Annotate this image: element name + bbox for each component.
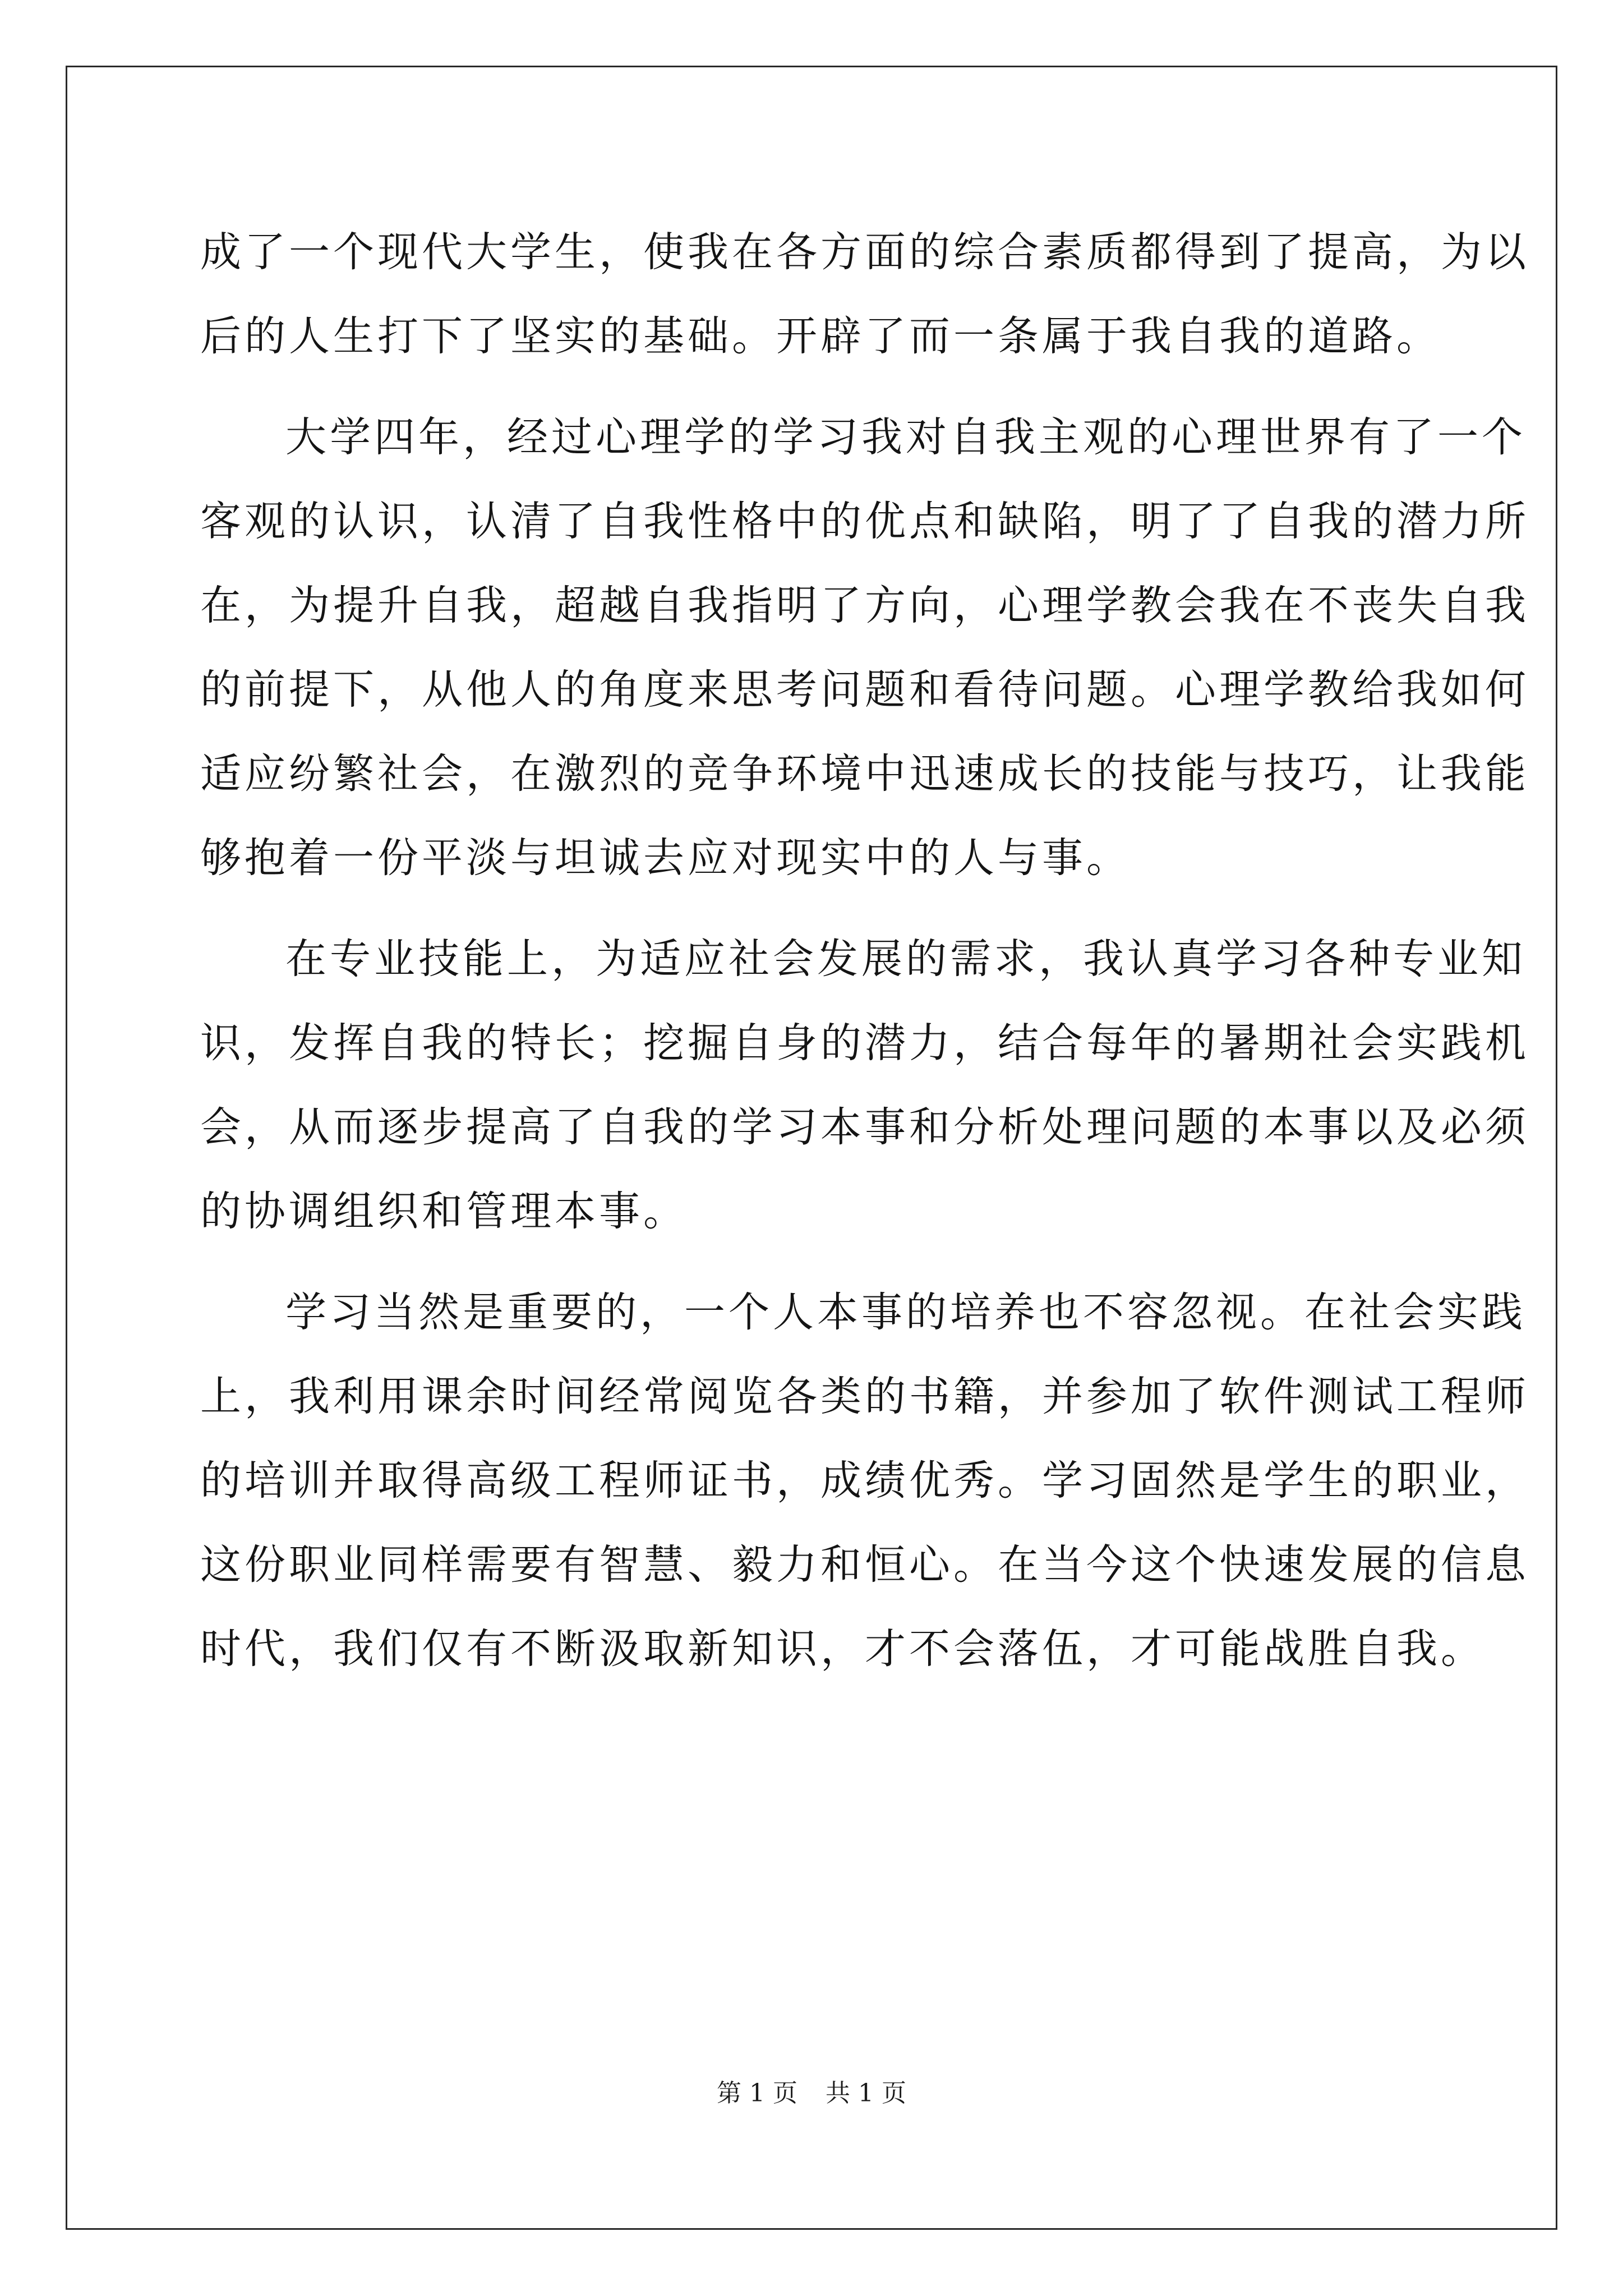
page-footer <box>0 2077 1623 2110</box>
page-number-total: 共 1 页 <box>826 2079 906 2108</box>
paragraph-line: 适应纷繁社会，在激烈的竞争环境中迅速成长的技能与技巧，让我能 <box>200 750 1529 798</box>
paragraph-line: 够抱着一份平淡与坦诚去应对现实中的人与事。 <box>200 834 1131 882</box>
paragraph-line: 大学四年，经过心理学的学习我对自我主观的心理世界有了一个 <box>285 413 1526 461</box>
page-number-current: 第 1 页 <box>717 2079 797 2108</box>
paragraph-line: 时代，我们仅有不断汲取新知识，才不会落伍，才可能战胜自我。 <box>200 1625 1485 1673</box>
paragraph-line: 的前提下，从他人的角度来思考问题和看待问题。心理学教给我如何 <box>200 666 1529 714</box>
paragraph-line: 识，发挥自我的特长；挖掘自身的潜力，结合每年的暑期社会实践机 <box>200 1019 1529 1067</box>
paragraph-line: 后的人生打下了坚实的基础。开辟了而一条属于我自我的道路。 <box>200 312 1441 360</box>
paragraph-line: 在专业技能上，为适应社会发展的需求，我认真学习各种专业知 <box>285 935 1526 983</box>
paragraph-line: 成了一个现代大学生，使我在各方面的综合素质都得到了提高，为以 <box>200 228 1529 276</box>
paragraph-line: 会，从而逐步提高了自我的学习本事和分析处理问题的本事以及必须 <box>200 1103 1529 1151</box>
paragraph-line: 学习当然是重要的，一个人本事的培养也不容忽视。在社会实践 <box>285 1289 1526 1336</box>
paragraph-line: 的协调组织和管理本事。 <box>200 1188 688 1235</box>
document-body <box>200 210 1529 1691</box>
paragraph-line: 这份职业同样需要有智慧、毅力和恒心。在当今这个快速发展的信息 <box>200 1541 1529 1589</box>
paragraph-line: 的培训并取得高级工程师证书，成绩优秀。学习固然是学生的职业， <box>200 1457 1529 1504</box>
paragraph-line: 在，为提升自我，超越自我指明了方向，心理学教会我在不丧失自我 <box>200 582 1529 629</box>
paragraph-line: 上，我利用课余时间经常阅览各类的书籍，并参加了软件测试工程师 <box>200 1373 1529 1420</box>
paragraph-line: 客观的认识，认清了自我性格中的优点和缺陷，明了了自我的潜力所 <box>200 498 1529 545</box>
